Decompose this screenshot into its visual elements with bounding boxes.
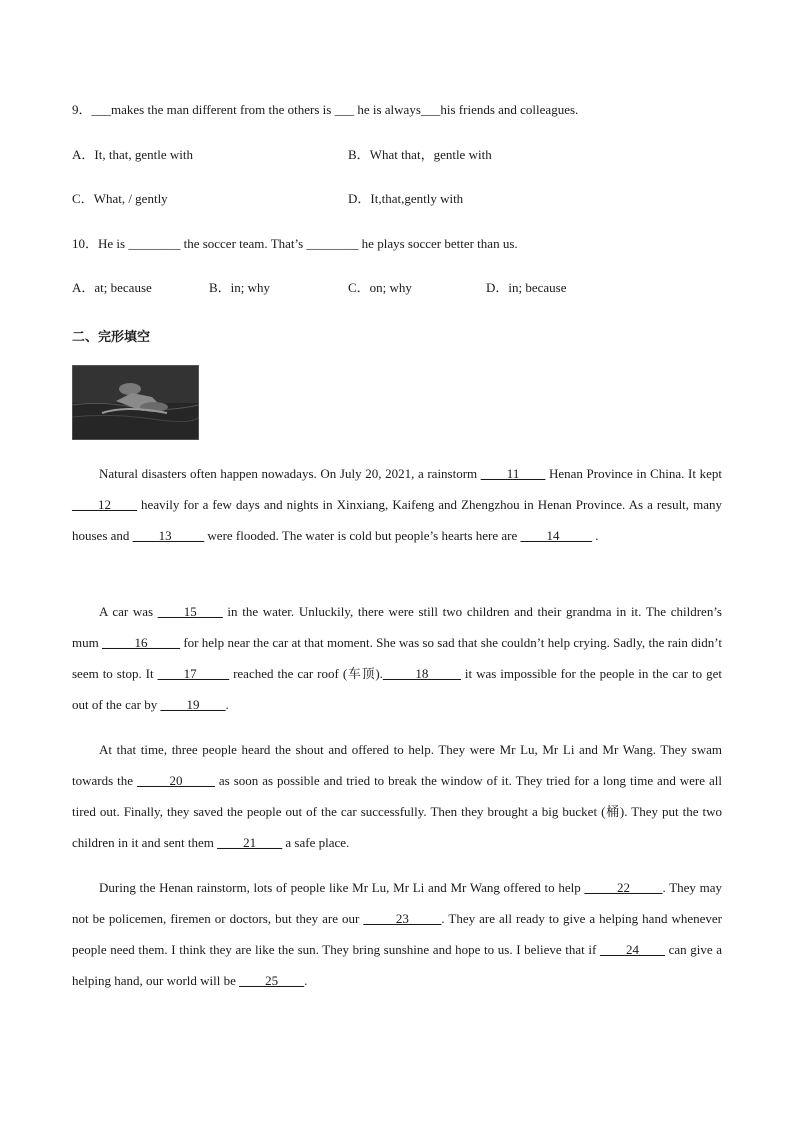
passage-paragraph-2 — [72, 596, 722, 720]
passage-paragraph-3 — [72, 734, 722, 858]
passage-text: . — [592, 528, 599, 543]
passage-text: a safe place. — [282, 835, 350, 850]
question-10-stem: 10．He is ________ the soccer team. That’s ________ he plays soccer better than us. — [72, 236, 518, 251]
blank-19: ____19____ — [160, 697, 226, 712]
passage-text: Natural disasters often happen nowadays. On July 20, 2021, a rainstorm — [99, 466, 481, 481]
blank-11: ____11____ — [480, 466, 546, 481]
passage-text: in the water. Unluckily, there were still two children and their grandma in it. The children’s mum — [72, 604, 722, 650]
blank-12: ____12____ — [72, 497, 137, 512]
blank-23: _____23_____ — [363, 911, 442, 926]
section-heading: 二、完形填空 — [72, 330, 151, 345]
passage-text: Henan Province in China. It kept — [545, 466, 722, 481]
question-9-option-c: C．What, / gently — [72, 191, 168, 206]
blank-18: _____18_____ — [382, 666, 461, 681]
passage-text: . — [304, 973, 308, 988]
passage-text: can give a helping hand, our world will be — [72, 942, 722, 988]
passage-text: heavily for a few days and nights in Xinxiang, Kaifeng and Zhengzhou in Henan Province. As a result, many houses and — [72, 497, 722, 543]
passage-text: reached the car roof (车顶). — [229, 666, 383, 681]
passage-text: During the Henan rainstorm, lots of people like Mr Lu, Mr Li and Mr Wang offered to help — [99, 880, 585, 895]
passage-paragraph-4 — [72, 872, 722, 996]
passage-text: were flooded. The water is cold but people’s hearts here are — [204, 528, 521, 543]
passage-text: for help near the car at that moment. She was so sad that she couldn’t help crying. Sadly, the rain didn’t seem to stop. It — [72, 635, 722, 681]
question-9-option-a: A．It, that, gentle with — [72, 147, 193, 162]
passage-paragraph-1 — [72, 458, 722, 551]
question-9-option-d: D．It,that,gently with — [348, 191, 464, 206]
question-10-option-d: D．in; because — [486, 280, 567, 295]
rescue-photo — [72, 365, 199, 440]
blank-13: ____13_____ — [132, 528, 205, 543]
blank-21: ____21____ — [217, 835, 283, 850]
passage-text: it was impossible for the people in the car to get out of the car by — [72, 666, 723, 712]
passage-text: as soon as possible and tried to break the window of it. They tried for a long time and were all tired out. Finally, they saved the people out of the car successfully. Then they brought a big bucket (桶). They put the two children in it and sent them — [72, 773, 722, 850]
blank-24: ____24____ — [599, 942, 665, 957]
passage-text: . They may not be policemen, firemen or doctors, but they are our — [72, 880, 722, 926]
passage-text: At that time, three people heard the shout and offered to help. They were Mr Lu, Mr Li and Mr Wang. They swam towards the — [72, 742, 722, 788]
blank-25: ____25____ — [239, 973, 305, 988]
blank-15: ____15____ — [157, 604, 223, 619]
question-10-option-c: C．on; why — [348, 280, 412, 295]
passage-text: . — [225, 697, 229, 712]
blank-20: _____20_____ — [136, 773, 215, 788]
question-10-option-a: A．at; because — [72, 280, 152, 295]
question-9-option-b: B．What that，gentle with — [348, 147, 492, 162]
question-10-option-b: B．in; why — [209, 280, 271, 295]
question-9-stem: 9．___makes the man different from the others is ___ he is always___his friends and colleagues. — [72, 102, 579, 117]
blank-17: ____17_____ — [157, 666, 230, 681]
passage-text: . They are all ready to give a helping hand whenever people need them. I think they are like the sun. They bring sunshine and hope to us. I believe that if — [72, 911, 722, 957]
blank-14: ____14_____ — [520, 528, 593, 543]
blank-16: _____16_____ — [102, 635, 181, 650]
blank-22: _____22_____ — [584, 880, 663, 895]
passage-text: A car was — [99, 604, 158, 619]
